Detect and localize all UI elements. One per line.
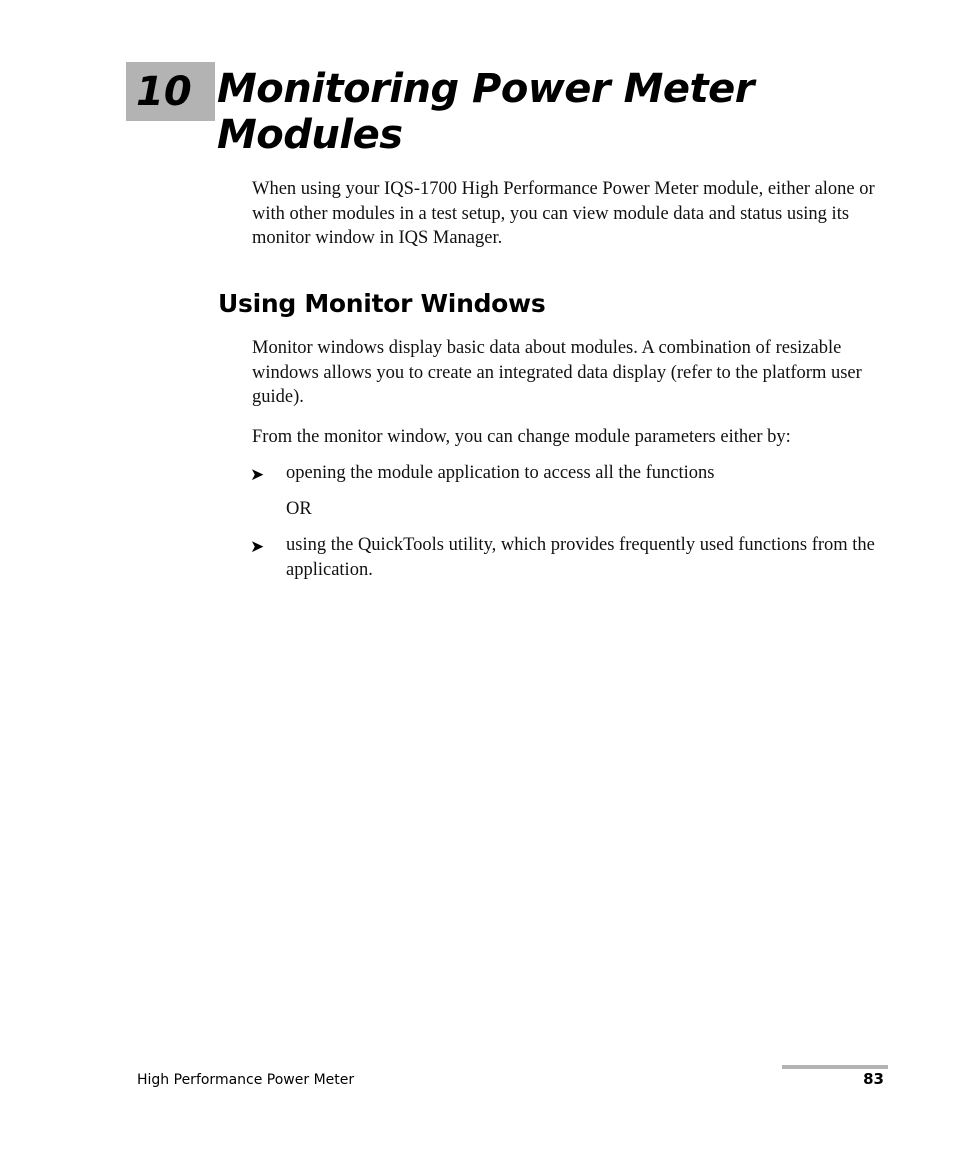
footer-document-title: High Performance Power Meter (137, 1072, 355, 1088)
section-heading: Using Monitor Windows (218, 289, 546, 318)
intro-paragraph: When using your IQS-1700 High Performance Power Meter module, either alone or with other modules in a test setup, you can view module data and status using its monitor window in IQS Manager. (252, 179, 875, 248)
or-separator: OR (286, 499, 312, 519)
bullet-arrow-icon: ➤ (250, 537, 265, 557)
list-item: opening the module application to access all the functions (286, 463, 715, 483)
page-number: 83 (863, 1070, 884, 1088)
section-paragraph: From the monitor window, you can change module parameters either by: (252, 427, 791, 447)
bullet-arrow-icon: ➤ (250, 465, 265, 485)
chapter-title: Monitoring Power Meter Modules (217, 66, 754, 158)
section-paragraph: Monitor windows display basic data about modules. A combination of resizable windows allows you to create an integrated data display (refer to the platform user guide). (252, 338, 862, 407)
list-item: using the QuickTools utility, which provides frequently used functions from the application. (286, 535, 875, 580)
chapter-number: 10 (136, 69, 192, 115)
